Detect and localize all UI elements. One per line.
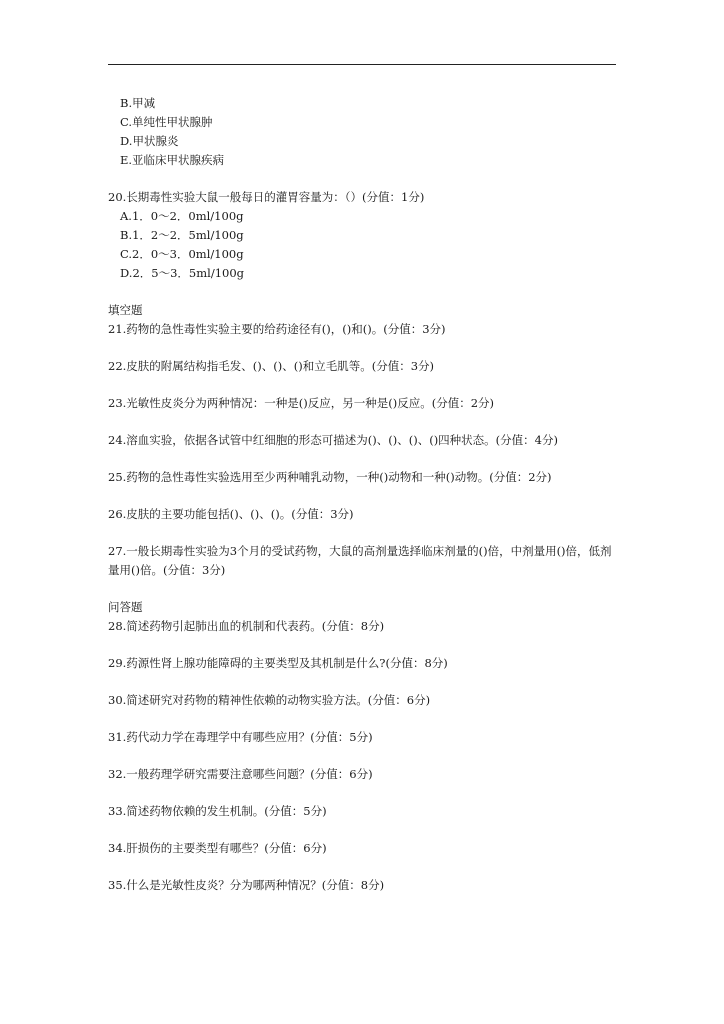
- exam-page: [108, 94, 620, 913]
- question-20-options: [108, 207, 620, 283]
- option-b: B.甲减: [120, 96, 156, 110]
- question-24: 24.溶血实验，依据各试管中红细胞的形态可描述为()、()、()、()四种状态。(分值：4分): [108, 433, 558, 447]
- question-29: 29.药源性肾上腺功能障碍的主要类型及其机制是什么?(分值：8分): [108, 656, 448, 670]
- question-22: 22.皮肤的附属结构指毛发、()、()、()和立毛肌等。(分值：3分): [108, 359, 434, 373]
- option-c: C.2．0～3．0ml/100g: [120, 247, 244, 261]
- option-a: A.1．0～2．0ml/100g: [120, 209, 244, 223]
- question-25: 25.药物的急性毒性实验选用至少两种哺乳动物，一种()动物和一种()动物。(分值：2分): [108, 470, 552, 484]
- question-26: 26.皮肤的主要功能包括()、()、()。(分值：3分): [108, 507, 354, 521]
- question-20: [108, 188, 620, 283]
- fill-section-title: 填空题: [108, 303, 143, 317]
- question-35: 35.什么是光敏性皮炎？分为哪两种情况？(分值：8分): [108, 878, 385, 892]
- question-21: 21.药物的急性毒性实验主要的给药途径有()，()和()。(分值：3分): [108, 322, 446, 336]
- question-23: 23.光敏性皮炎分为两种情况：一种是()反应，另一种是()反应。(分值：2分): [108, 396, 495, 410]
- question-28: 28.简述药物引起肺出血的机制和代表药。(分值：8分): [108, 619, 385, 633]
- option-c: C.单纯性甲状腺肿: [120, 115, 213, 129]
- fill-questions: [108, 320, 620, 580]
- question-34: 34.肝损伤的主要类型有哪些？(分值：6分): [108, 841, 327, 855]
- question-33: 33.简述药物依赖的发生机制。(分值：5分): [108, 804, 327, 818]
- header-rule: [108, 64, 616, 65]
- option-d: D.2．5～3．5ml/100g: [120, 266, 245, 280]
- question-30: 30.简述研究对药物的精神性依赖的动物实验方法。(分值：6分): [108, 693, 431, 707]
- qa-questions: [108, 617, 620, 895]
- option-e: E.亚临床甲状腺疾病: [120, 153, 225, 167]
- question-27: 27.一般长期毒性实验为3个月的受试药物，大鼠的高剂量选择临床剂量的()倍，中剂量用()倍，低剂量用()倍。(分值：3分): [108, 544, 612, 577]
- option-b: B.1．2～2．5ml/100g: [120, 228, 244, 242]
- question-text: 20.长期毒性实验大鼠一般每日的灌胃容量为：（）(分值：1分): [108, 190, 425, 204]
- qa-section-title: 问答题: [108, 600, 143, 614]
- question-32: 32.一般药理学研究需要注意哪些问题？(分值：6分): [108, 767, 373, 781]
- prev-question-options: [108, 94, 620, 170]
- option-d: D.甲状腺炎: [120, 134, 179, 148]
- question-31: 31.药代动力学在毒理学中有哪些应用？(分值：5分): [108, 730, 373, 744]
